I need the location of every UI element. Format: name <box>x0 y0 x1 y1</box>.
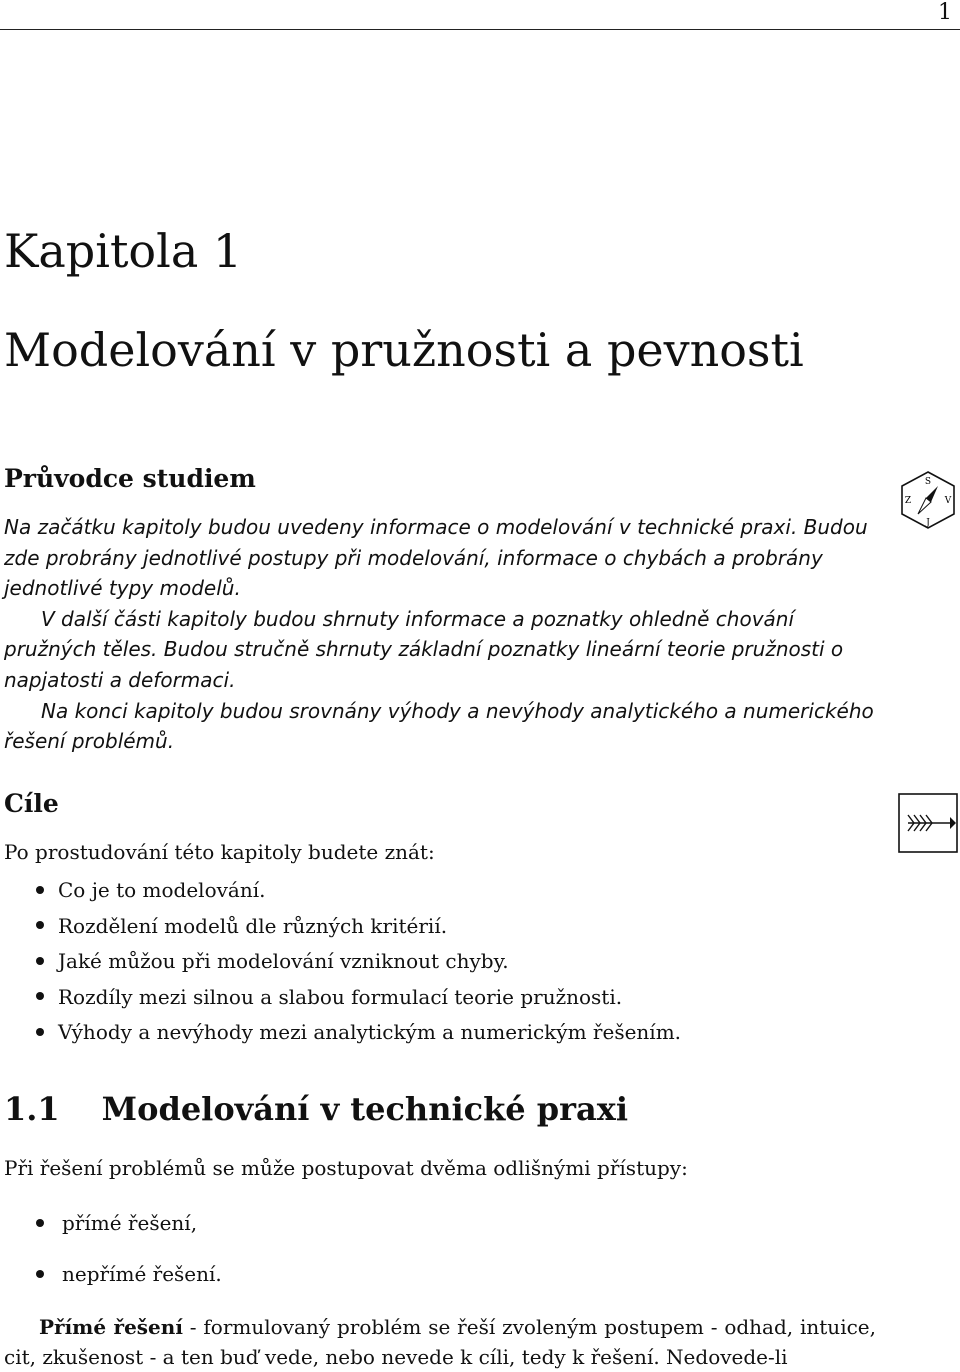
approach-list <box>36 1209 222 1311</box>
guide-paragraph: Na konci kapitoly budou srovnány výhody a nevýhody analytického a numerického řešení problémů. <box>4 698 874 754</box>
guide-paragraph: V další části kapitoly budou shrnuty informace a poznatky ohledně chování pružných těles. Budou stručně shrnuty základní poznatky lineární teorie pružnosti o napjatosti a deformaci. <box>4 606 844 692</box>
list-item: nepřímé řešení. <box>36 1260 222 1311</box>
bullet <box>36 1219 44 1227</box>
direct-solution-term: Přímé řešení <box>39 1315 183 1339</box>
compass-west-label: Z <box>904 496 912 506</box>
list-item: Rozdíly mezi silnou a slabou formulací teorie pružnosti. <box>36 983 681 1019</box>
bullet <box>36 886 44 894</box>
compass-south-label: J <box>926 518 930 528</box>
direct-solution-text: - formulovaný problém se řeší zvoleným postupem - odhad, intuice, cit, zkušenost - a ten buď vede, nebo nevede k cíli, tedy k řešení. Nedovede-li <box>4 1315 876 1369</box>
bullet <box>36 921 44 929</box>
goals-list <box>36 876 681 1054</box>
list-item: Rozdělení modelů dle různých kritérií. <box>36 912 681 948</box>
bullet <box>36 957 44 965</box>
chapter-label: Kapitola 1 <box>4 224 243 278</box>
bullet <box>36 1028 44 1036</box>
section-intro: Při řešení problémů se může postupovat dvěma odlišnými přístupy: <box>4 1156 688 1180</box>
compass-east-label: V <box>944 496 952 506</box>
list-item: Výhody a nevýhody mezi analytickým a numerickým řešením. <box>36 1018 681 1054</box>
page-number: 1 <box>938 0 952 25</box>
section-heading <box>4 1090 628 1128</box>
header-rule <box>0 29 960 30</box>
direct-solution-paragraph <box>4 1312 876 1372</box>
section-number: 1.1 <box>4 1090 60 1128</box>
compass-icon <box>898 470 958 530</box>
goals-intro: Po prostudování této kapitoly budete znát: <box>4 840 435 864</box>
list-item: přímé řešení, <box>36 1209 222 1260</box>
compass-north-label: S <box>924 477 932 487</box>
guide-heading: Průvodce studiem <box>4 464 256 493</box>
list-item: Jaké můžou při modelování vzniknout chyby. <box>36 947 681 983</box>
goals-heading: Cíle <box>4 789 59 818</box>
section-title: Modelování v technické praxi <box>101 1090 628 1128</box>
bullet <box>36 1270 44 1278</box>
bullet <box>36 992 44 1000</box>
chapter-title: Modelování v pružnosti a pevnosti <box>4 323 804 377</box>
arrow-target-icon <box>898 793 958 853</box>
guide-paragraph: Na začátku kapitoly budou uvedeny informace o modelování v technické praxi. Budou zde probrány jednotlivé postupy při modelování, informace o chybách a probrány jednotlivé typy modelů. <box>4 515 868 601</box>
guide-text <box>4 512 880 757</box>
list-item: Co je to modelování. <box>36 876 681 912</box>
